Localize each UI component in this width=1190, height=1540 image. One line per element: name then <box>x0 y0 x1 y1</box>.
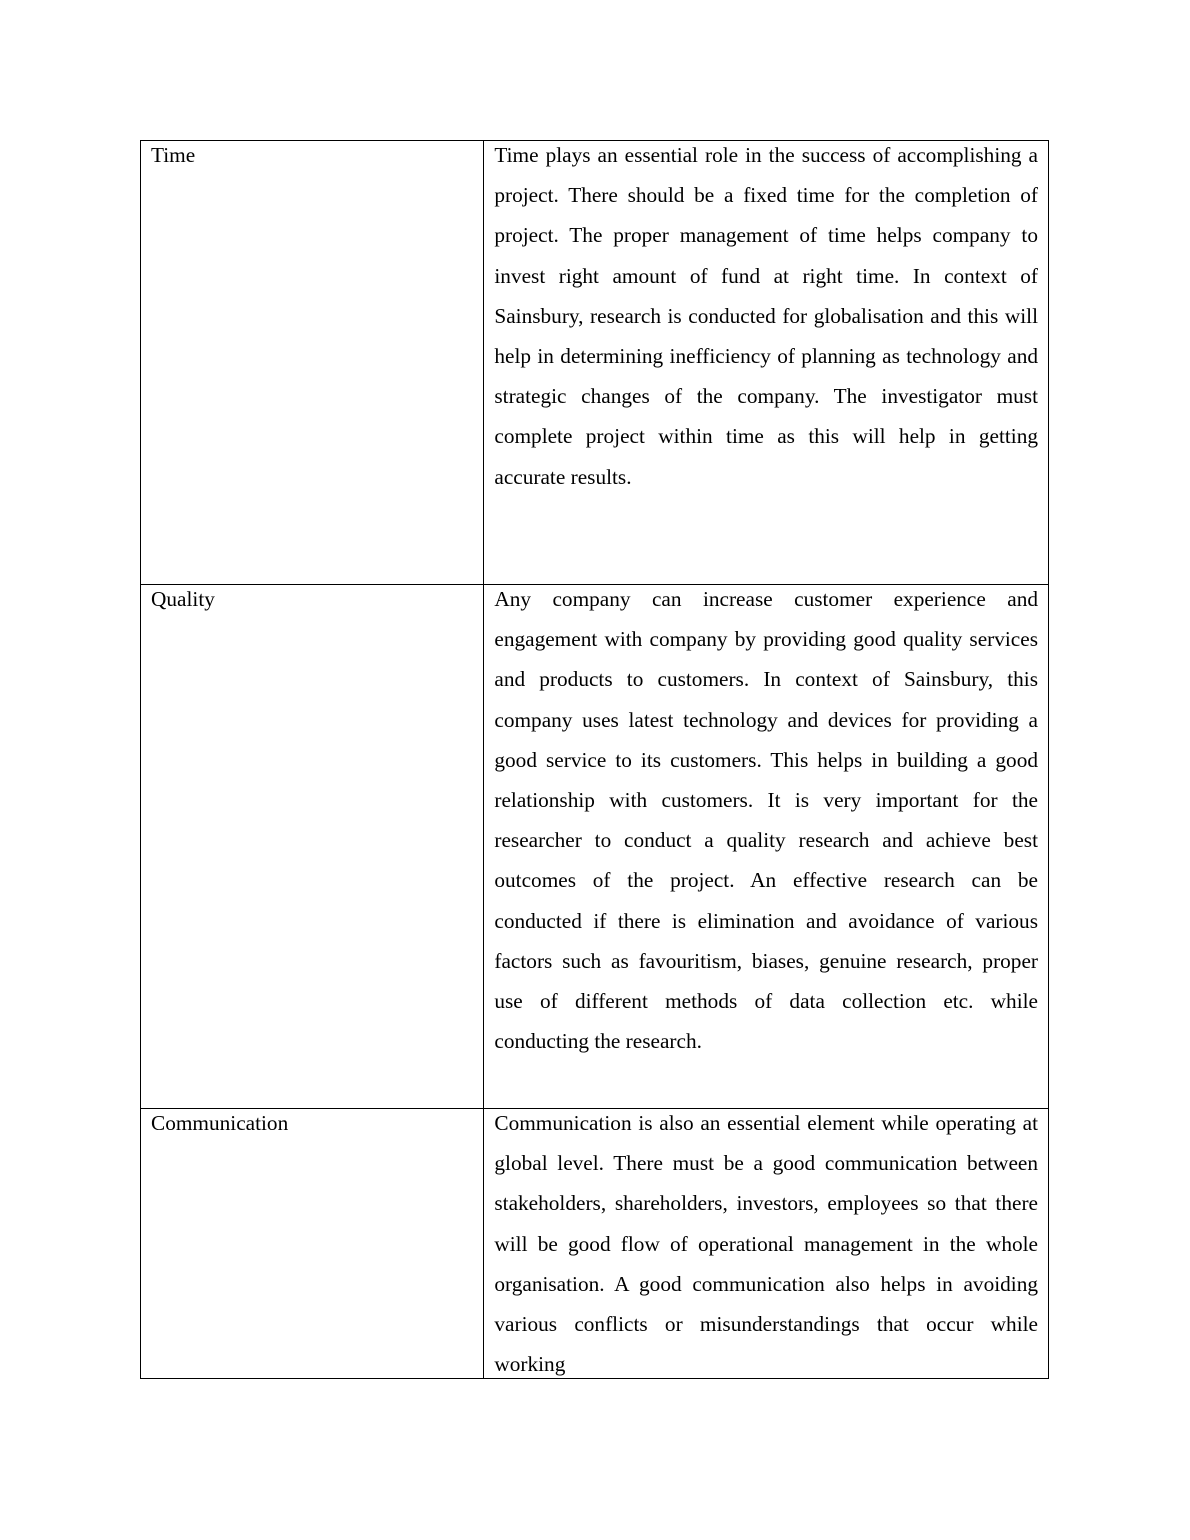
row-label: Communication <box>151 1111 289 1135</box>
row-label-cell <box>141 1109 484 1379</box>
table-row <box>141 1109 1049 1379</box>
row-description-cell <box>484 141 1049 585</box>
row-description-cell <box>484 585 1049 1109</box>
table-row <box>141 141 1049 585</box>
row-description: Communication is also an essential element while operating at global level. There must be a good communication between stakeholders, shareholders, investors, employees so that there will be good flow of operational management in the whole organisation. A good communication also helps in avoiding various conflicts or misunderstandings that occur while working <box>494 1111 1038 1377</box>
row-label: Time <box>151 143 196 167</box>
row-description: Any company can increase customer experience and engagement with company by providing good quality services and products to customers. In context of Sainsbury, this company uses latest technology and devices for providing a good service to its customers. This helps in building a good relationship with customers. It is very important for the researcher to conduct a quality research and achieve best outcomes of the project. An effective research can be conducted if there is elimination and avoidance of various factors such as favouritism, biases, genuine research, proper use of different methods of data collection etc. while conducting the research. <box>494 587 1038 1054</box>
row-description: Time plays an essential role in the success of accomplishing a project. There should be a fixed time for the completion of project. The proper management of time helps company to invest right amount of fund at right time. In context of Sainsbury, research is conducted for globalisation and this will help in determining inefficiency of planning as technology and strategic changes of the company. The investigator must complete project within time as this will help in getting accurate results. <box>494 143 1038 489</box>
row-description-cell <box>484 1109 1049 1379</box>
content-table <box>140 140 1049 1379</box>
row-label-cell <box>141 585 484 1109</box>
row-description-clip <box>494 1109 1038 1378</box>
row-label: Quality <box>151 587 215 611</box>
row-label-cell <box>141 141 484 585</box>
table-row <box>141 585 1049 1109</box>
